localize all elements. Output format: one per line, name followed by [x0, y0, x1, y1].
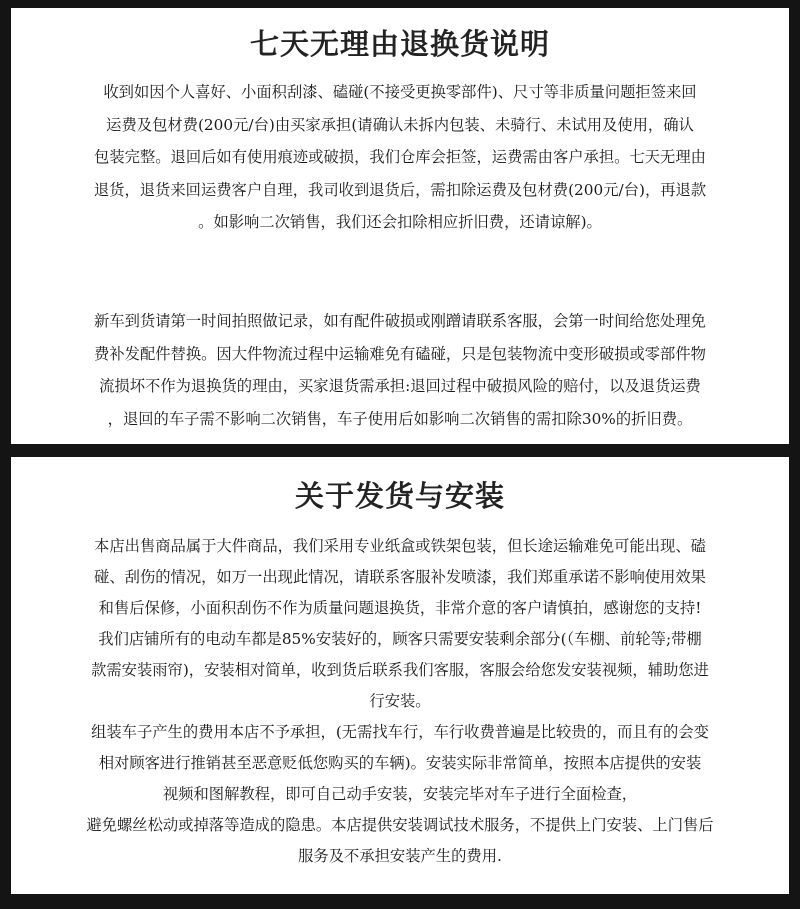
return-policy-paragraph-1 — [11, 76, 789, 239]
text-line: 。如影响二次销售，我们还会扣除相应折旧费，还请谅解)。 — [198, 213, 602, 231]
text-line: ，退回的车子需不影响二次销售，车子使用后如影响二次销售的需扣除30%的折旧费。 — [107, 409, 693, 428]
return-policy-panel — [11, 8, 789, 444]
shipping-installation-body — [11, 531, 789, 872]
text-line: 流损坏不作为退换货的理由，买家退货需承担:退回过程中破损风险的赔付，以及退货运费 — [99, 377, 701, 395]
return-policy-paragraph-2 — [11, 305, 789, 435]
text-line: 避免螺丝松动或掉落等造成的隐患。本店提供安装调试技术服务，不提供上门安装、上门售后 — [86, 816, 714, 834]
text-line: 新车到货请第一时间拍照做记录，如有配件破损或刚蹭请联系客服，会第一时间给您处理免 — [94, 312, 706, 330]
text-line: 款需安装雨帘)，安装相对简单，收到货后联系我们客服，客服会给您发安装视频，辅助您进 — [91, 661, 709, 679]
text-line: 退货，退货来回运费客户自理，我司收到退货后，需扣除运费及包材费(200元/台)，再退款 — [93, 180, 707, 199]
text-line: 运费及包材费(200元/台)由买家承担(请确认未拆内包装、未骑行、未试用及使用，确认 — [106, 115, 694, 134]
shipping-installation-panel — [11, 457, 789, 894]
text-line: 包装完整。退回后如有使用痕迹或破损，我们仓库会拒签，运费需由客户承担。七天无理由 — [94, 148, 706, 166]
text-line: 相对顾客进行推销甚至恶意贬低您购买的车辆)。安装实际非常简单，按照本店提供的安装 — [98, 754, 702, 772]
shipping-installation-title: 关于发货与安装 — [294, 479, 505, 513]
text-line: 服务及不承担安装产生的费用. — [298, 847, 502, 865]
text-line: 视频和图解教程，即可自己动手安装，安装完毕对车子进行全面检查， — [162, 785, 638, 803]
text-line: 组装车子产生的费用本店不予承担，(无需找车行，车行收费普遍是比较贵的，而且有的会变 — [91, 723, 709, 741]
text-line: 我们店铺所有的电动车都是85%安装好的，顾客只需要安装剩余部分(（车棚、前轮等;带棚 — [98, 630, 702, 648]
text-line: 费补发配件替换。因大件物流过程中运输难免有磕碰，只是包装物流中变形破损或零部件物 — [94, 344, 706, 363]
text-line: 收到如因个人喜好、小面积刮漆、磕碰(不接受更换零部件)、尺寸等非质量问题拒签来回 — [103, 83, 697, 101]
text-line: 本店出售商品属于大件商品，我们采用专业纸盒或铁架包装，但长途运输难免可能出现、磕 — [94, 537, 706, 555]
text-line: 和售后保修，小面积刮伤不作为质量问题退换货，非常介意的客户请慎拍，感谢您的支持! — [98, 599, 702, 617]
text-line: 行安装。 — [369, 692, 431, 710]
text-line: 碰、刮伤的情况，如万一出现此情况，请联系客服补发喷漆，我们郑重承诺不影响使用效果 — [94, 568, 706, 586]
return-policy-title: 七天无理由退换货说明 — [249, 27, 550, 61]
